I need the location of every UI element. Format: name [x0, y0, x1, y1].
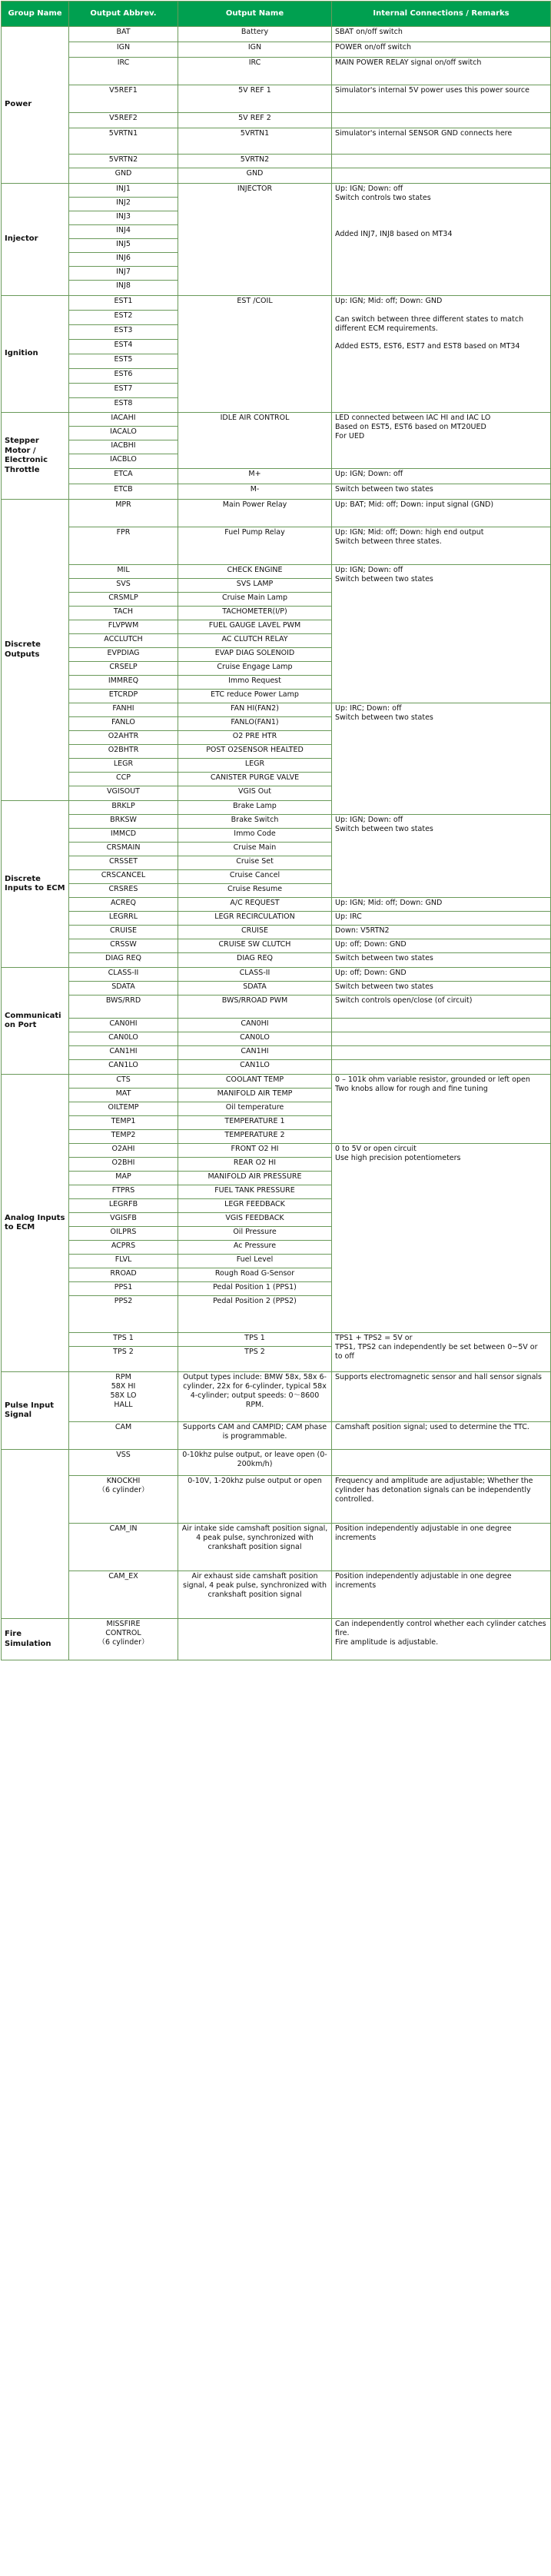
output-name-cell: Supports CAM and CAMPID; CAM phase is programmable. [178, 1422, 332, 1450]
output-abbrev-cell: INJ2 [69, 198, 178, 211]
output-abbrev-cell: LEGRRL [69, 912, 178, 926]
output-name-cell: IGN [178, 42, 332, 58]
output-abbrev-cell: V5REF1 [69, 85, 178, 113]
output-name-cell: FUEL TANK PRESSURE [178, 1185, 332, 1199]
group-name-cell: Discrete Outputs [2, 500, 69, 801]
table-row [2, 939, 551, 953]
remarks-cell: Simulator's internal SENSOR GND connects here [332, 128, 551, 155]
output-abbrev-cell: INJ5 [69, 239, 178, 253]
output-name-cell: FAN HI(FAN2) [178, 703, 332, 717]
table-row [2, 968, 551, 982]
output-name-cell: 5V REF 1 [178, 85, 332, 113]
output-name-cell: LEGR FEEDBACK [178, 1199, 332, 1213]
table-row [2, 27, 551, 42]
table-row [2, 1046, 551, 1060]
output-abbrev-cell: CAN1LO [69, 1060, 178, 1075]
output-name-cell: CRUISE SW CLUTCH [178, 939, 332, 953]
output-name-cell: CAN1HI [178, 1046, 332, 1060]
output-name-cell: AC CLUTCH RELAY [178, 634, 332, 648]
remarks-cell [332, 155, 551, 168]
output-abbrev-cell: INJ1 [69, 184, 178, 198]
remarks-cell: MAIN POWER RELAY signal on/off switch [332, 58, 551, 85]
remarks-cell: Up: IGN; Mid: off; Down: GND Can switch between three different states to match different ECM requirements. Added EST5, EST6, EST7 and EST8 based on MT34 [332, 296, 551, 413]
output-abbrev-cell: EST4 [69, 340, 178, 354]
output-name-cell: VGIS Out [178, 786, 332, 801]
group-name-cell: Discrete Inputs to ECM [2, 801, 69, 968]
table-row [2, 995, 551, 1019]
remarks-cell: SBAT on/off switch [332, 27, 551, 42]
table-row [2, 565, 551, 579]
output-name-cell: FANLO(FAN1) [178, 717, 332, 731]
output-abbrev-cell: V5REF2 [69, 113, 178, 128]
output-abbrev-cell: EST1 [69, 296, 178, 311]
remarks-cell: Up: off; Down: GND [332, 968, 551, 982]
output-name-cell: LEGR RECIRCULATION [178, 912, 332, 926]
output-abbrev-cell: CAM [69, 1422, 178, 1450]
output-name-cell: Immo Request [178, 676, 332, 690]
output-abbrev-cell: ETCA [69, 469, 178, 484]
output-name-cell: 5VRTN1 [178, 128, 332, 155]
table-row [2, 58, 551, 85]
output-abbrev-cell: INJ3 [69, 211, 178, 225]
col-header-remarks: Internal Connections / Remarks [332, 2, 551, 27]
table-row [2, 113, 551, 128]
output-name-cell: Rough Road G-Sensor [178, 1268, 332, 1282]
table-row [2, 1524, 551, 1571]
table-row [2, 1450, 551, 1476]
group-name-cell [2, 1450, 69, 1619]
header-row [2, 2, 551, 27]
table-row [2, 815, 551, 829]
table-row [2, 484, 551, 500]
output-name-cell: REAR O2 HI [178, 1158, 332, 1172]
output-abbrev-cell: CRSRES [69, 884, 178, 898]
output-name-cell: Brake Switch [178, 815, 332, 829]
output-name-cell: VGIS FEEDBACK [178, 1213, 332, 1227]
remarks-cell: LED connected between IAC HI and IAC LO Based on EST5, EST6 based on MT20UED For UED [332, 413, 551, 469]
output-name-cell: TACHOMETER(I/P) [178, 607, 332, 620]
group-name-cell: Injector [2, 184, 69, 296]
output-abbrev-cell: CRSSW [69, 939, 178, 953]
output-name-cell: Brake Lamp [178, 801, 332, 815]
output-abbrev-cell: CRSSET [69, 856, 178, 870]
output-abbrev-cell: EST2 [69, 311, 178, 325]
output-name-cell: 5V REF 2 [178, 113, 332, 128]
output-abbrev-cell: CLASS-II [69, 968, 178, 982]
output-name-cell: LEGR [178, 759, 332, 773]
output-abbrev-cell: IACBHI [69, 440, 178, 454]
output-abbrev-cell: MAP [69, 1172, 178, 1185]
output-name-cell: Cruise Main [178, 843, 332, 856]
remarks-cell: Down: V5RTN2 [332, 926, 551, 939]
output-abbrev-cell: RROAD [69, 1268, 178, 1282]
output-abbrev-cell: INJ4 [69, 225, 178, 239]
col-header-name: Output Name [178, 2, 332, 27]
output-name-cell: Oil temperature [178, 1102, 332, 1116]
table-row [2, 1619, 551, 1660]
output-abbrev-cell: MPR [69, 500, 178, 527]
table-row [2, 128, 551, 155]
output-abbrev-cell: CRSCANCEL [69, 870, 178, 884]
output-name-cell: M- [178, 484, 332, 500]
output-abbrev-cell: SDATA [69, 982, 178, 995]
output-abbrev-cell: EST5 [69, 354, 178, 369]
remarks-cell: Switch between two states [332, 953, 551, 968]
output-name-cell: SVS LAMP [178, 579, 332, 593]
output-abbrev-cell: O2BHTR [69, 745, 178, 759]
output-name-cell: DIAG REQ [178, 953, 332, 968]
remarks-cell: Up: off; Down: GND [332, 939, 551, 953]
remarks-cell: TPS1 + TPS2 = 5V or TPS1, TPS2 can independently be set between 0~5V or to off [332, 1333, 551, 1372]
remarks-cell: Frequency and amplitude are adjustable; Whether the cylinder has detonation signals can be independently controlled. [332, 1476, 551, 1524]
output-abbrev-cell: VSS [69, 1450, 178, 1476]
output-name-cell: TEMPERATURE 2 [178, 1130, 332, 1144]
output-abbrev-cell: ETCRDP [69, 690, 178, 703]
output-name-cell: BWS/RROAD PWM [178, 995, 332, 1019]
output-name-cell: Cruise Cancel [178, 870, 332, 884]
table-row [2, 912, 551, 926]
output-abbrev-cell: IACBLO [69, 454, 178, 469]
output-abbrev-cell: CAM_IN [69, 1524, 178, 1571]
output-abbrev-cell: EST6 [69, 369, 178, 384]
output-abbrev-cell: TACH [69, 607, 178, 620]
remarks-cell [332, 113, 551, 128]
remarks-cell: Simulator's internal 5V power uses this power source [332, 85, 551, 113]
output-name-cell: FUEL GAUGE LAVEL PWM [178, 620, 332, 634]
table-row [2, 527, 551, 565]
group-name-cell: Pulse Input Signal [2, 1372, 69, 1450]
output-abbrev-cell: IMMREQ [69, 676, 178, 690]
output-abbrev-cell: MIL [69, 565, 178, 579]
output-abbrev-cell: ACCLUTCH [69, 634, 178, 648]
output-abbrev-cell: RPM 58X HI 58X LO HALL [69, 1372, 178, 1422]
table-row [2, 168, 551, 184]
output-name-cell [178, 1619, 332, 1660]
table-row [2, 1075, 551, 1089]
table-row [2, 469, 551, 484]
remarks-cell [332, 1060, 551, 1075]
output-name-cell: CAN0HI [178, 1019, 332, 1032]
table-row [2, 898, 551, 912]
output-name-cell: MANIFOLD AIR PRESSURE [178, 1172, 332, 1185]
output-name-cell: ETC reduce Power Lamp [178, 690, 332, 703]
output-abbrev-cell: BRKSW [69, 815, 178, 829]
table-row [2, 42, 551, 58]
output-abbrev-cell: 5VRTN2 [69, 155, 178, 168]
output-name-cell: GND [178, 168, 332, 184]
output-abbrev-cell: BRKLP [69, 801, 178, 815]
group-name-cell: Analog Inputs to ECM [2, 1075, 69, 1372]
table-row [2, 1019, 551, 1032]
remarks-cell: Switch controls open/close (of circuit) [332, 995, 551, 1019]
table-row [2, 85, 551, 113]
output-name-cell: CLASS-II [178, 968, 332, 982]
remarks-cell: POWER on/off switch [332, 42, 551, 58]
output-abbrev-cell: EST7 [69, 384, 178, 398]
output-abbrev-cell: IACALO [69, 427, 178, 440]
output-abbrev-cell: CAM_EX [69, 1571, 178, 1619]
remarks-cell: Supports electromagnetic sensor and hall sensor signals [332, 1372, 551, 1422]
output-name-cell: Output types include: BMW 58x, 58x 6-cylinder, 22x for 6-cylinder, typical 58x 4-cylinder; output speeds: 0～8600 RPM. [178, 1372, 332, 1422]
remarks-cell: Camshaft position signal; used to determine the TTC. [332, 1422, 551, 1450]
remarks-cell: Up: IGN; Mid: off; Down: high end output Switch between three states. [332, 527, 551, 565]
col-header-group: Group Name [2, 2, 69, 27]
remarks-cell: 0 – 101k ohm variable resistor, grounded or left open Two knobs allow for rough and fine tuning [332, 1075, 551, 1144]
output-abbrev-cell: CRSELP [69, 662, 178, 676]
output-name-cell: FRONT O2 HI [178, 1144, 332, 1158]
table-row [2, 155, 551, 168]
output-abbrev-cell: FLVL [69, 1255, 178, 1268]
table-row [2, 703, 551, 717]
output-name-cell: EVAP DIAG SOLENOID [178, 648, 332, 662]
col-header-abbrev: Output Abbrev. [69, 2, 178, 27]
output-abbrev-cell: OILTEMP [69, 1102, 178, 1116]
output-name-cell: Battery [178, 27, 332, 42]
output-abbrev-cell: O2BHI [69, 1158, 178, 1172]
output-abbrev-cell: GND [69, 168, 178, 184]
output-abbrev-cell: INJ6 [69, 253, 178, 267]
output-name-cell: Pedal Position 1 (PPS1) [178, 1282, 332, 1296]
table-row [2, 1144, 551, 1158]
output-abbrev-cell: O2AHI [69, 1144, 178, 1158]
output-name-cell: TPS 2 [178, 1347, 332, 1372]
table-row [2, 1333, 551, 1347]
output-name-cell: Cruise Resume [178, 884, 332, 898]
output-abbrev-cell: ETCB [69, 484, 178, 500]
output-name-cell: CRUISE [178, 926, 332, 939]
table-row [2, 1571, 551, 1619]
output-name-cell: Main Power Relay [178, 500, 332, 527]
remarks-cell: Switch between two states [332, 484, 551, 500]
output-abbrev-cell: FLVPWM [69, 620, 178, 634]
remarks-cell [332, 1450, 551, 1476]
output-name-cell: Pedal Position 2 (PPS2) [178, 1296, 332, 1333]
remarks-cell [332, 168, 551, 184]
output-name-cell: 5VRTN2 [178, 155, 332, 168]
table-row [2, 500, 551, 527]
table-row [2, 982, 551, 995]
output-abbrev-cell: TPS 1 [69, 1333, 178, 1347]
output-abbrev-cell: FANHI [69, 703, 178, 717]
output-abbrev-cell: DIAG REQ [69, 953, 178, 968]
table-row [2, 413, 551, 427]
output-abbrev-cell: VGISOUT [69, 786, 178, 801]
output-name-cell: TEMPERATURE 1 [178, 1116, 332, 1130]
signal-table [1, 1, 551, 1660]
output-name-cell: Oil Pressure [178, 1227, 332, 1241]
output-name-cell: CAN0LO [178, 1032, 332, 1046]
output-name-cell: MANIFOLD AIR TEMP [178, 1089, 332, 1102]
table-row [2, 1372, 551, 1422]
output-abbrev-cell: CRSMAIN [69, 843, 178, 856]
remarks-cell: Up: IRC [332, 912, 551, 926]
output-name-cell: Fuel Level [178, 1255, 332, 1268]
output-abbrev-cell: 5VRTN1 [69, 128, 178, 155]
output-abbrev-cell: CTS [69, 1075, 178, 1089]
table-row [2, 1422, 551, 1450]
table-row [2, 1476, 551, 1524]
remarks-cell: Switch between two states [332, 982, 551, 995]
output-name-cell: EST /COIL [178, 296, 332, 413]
output-abbrev-cell: IRC [69, 58, 178, 85]
remarks-cell: Up: BAT; Mid: off; Down: input signal (GND) [332, 500, 551, 527]
output-abbrev-cell: FTPRS [69, 1185, 178, 1199]
remarks-cell: Can independently control whether each cylinder catches fire. Fire amplitude is adjustable. [332, 1619, 551, 1660]
output-abbrev-cell: INJ7 [69, 267, 178, 281]
output-name-cell: M+ [178, 469, 332, 484]
remarks-cell: Up: IRC; Down: off Switch between two states [332, 703, 551, 815]
output-abbrev-cell: ACPRS [69, 1241, 178, 1255]
output-abbrev-cell: TEMP2 [69, 1130, 178, 1144]
output-abbrev-cell: CAN0LO [69, 1032, 178, 1046]
output-abbrev-cell: LEGRFB [69, 1199, 178, 1213]
output-name-cell: POST O2SENSOR HEALTED [178, 745, 332, 759]
output-abbrev-cell: OILPRS [69, 1227, 178, 1241]
output-abbrev-cell: VGISFB [69, 1213, 178, 1227]
table-row [2, 184, 551, 198]
output-name-cell: COOLANT TEMP [178, 1075, 332, 1089]
output-name-cell: CAN1LO [178, 1060, 332, 1075]
output-name-cell: Immo Code [178, 829, 332, 843]
output-abbrev-cell: MAT [69, 1089, 178, 1102]
output-abbrev-cell: IGN [69, 42, 178, 58]
remarks-cell: Position independently adjustable in one degree increments [332, 1571, 551, 1619]
remarks-cell: Position independently adjustable in one degree increments [332, 1524, 551, 1571]
output-name-cell: IRC [178, 58, 332, 85]
table-row [2, 953, 551, 968]
table-body [2, 27, 551, 1660]
remarks-cell [332, 1019, 551, 1032]
output-abbrev-cell: EST3 [69, 325, 178, 340]
output-name-cell: 0-10khz pulse output, or leave open (0-200km/h) [178, 1450, 332, 1476]
output-abbrev-cell: IACAHI [69, 413, 178, 427]
output-abbrev-cell: BWS/RRD [69, 995, 178, 1019]
output-abbrev-cell: LEGR [69, 759, 178, 773]
table-row [2, 926, 551, 939]
group-name-cell: Power [2, 27, 69, 184]
output-name-cell: 0-10V, 1-20khz pulse output or open [178, 1476, 332, 1524]
group-name-cell: Stepper Motor / Electronic Throttle [2, 413, 69, 500]
remarks-cell [332, 1046, 551, 1060]
output-abbrev-cell: CAN0HI [69, 1019, 178, 1032]
output-name-cell: O2 PRE HTR [178, 731, 332, 745]
output-name-cell: Air exhaust side camshaft position signal, 4 peak pulse, synchronized with crankshaft position signal [178, 1571, 332, 1619]
output-abbrev-cell: PPS2 [69, 1296, 178, 1333]
output-abbrev-cell: FPR [69, 527, 178, 565]
remarks-cell: Up: IGN; Down: off Switch between two states [332, 565, 551, 703]
table-row [2, 1060, 551, 1075]
group-name-cell: Ignition [2, 296, 69, 413]
output-name-cell: Cruise Set [178, 856, 332, 870]
output-abbrev-cell: CCP [69, 773, 178, 786]
output-abbrev-cell: MISSFIRE CONTROL （6 cylinder） [69, 1619, 178, 1660]
output-name-cell: Fuel Pump Relay [178, 527, 332, 565]
output-abbrev-cell: CAN1HI [69, 1046, 178, 1060]
remarks-cell: Up: IGN; Down: off [332, 469, 551, 484]
output-abbrev-cell: INJ8 [69, 281, 178, 296]
output-name-cell: IDLE AIR CONTROL [178, 413, 332, 469]
remarks-cell [332, 1032, 551, 1046]
output-name-cell: A/C REQUEST [178, 898, 332, 912]
output-abbrev-cell: SVS [69, 579, 178, 593]
remarks-cell: Up: IGN; Down: off Switch between two states [332, 815, 551, 898]
table-row [2, 1032, 551, 1046]
output-abbrev-cell: BAT [69, 27, 178, 42]
remarks-cell: Up: IGN; Down: off Switch controls two states Added INJ7, INJ8 based on MT34 [332, 184, 551, 296]
group-name-cell: Communication Port [2, 968, 69, 1075]
output-abbrev-cell: EVPDIAG [69, 648, 178, 662]
output-abbrev-cell: CRUISE [69, 926, 178, 939]
output-abbrev-cell: EST8 [69, 398, 178, 413]
output-abbrev-cell: TEMP1 [69, 1116, 178, 1130]
table-row [2, 296, 551, 311]
output-name-cell: INJECTOR [178, 184, 332, 296]
output-abbrev-cell: CRSMLP [69, 593, 178, 607]
output-name-cell: Air intake side camshaft position signal, 4 peak pulse, synchronized with crankshaft position signal [178, 1524, 332, 1571]
output-abbrev-cell: TPS 2 [69, 1347, 178, 1372]
output-name-cell: Ac Pressure [178, 1241, 332, 1255]
output-abbrev-cell: ACREQ [69, 898, 178, 912]
output-abbrev-cell: IMMCD [69, 829, 178, 843]
output-name-cell: CANISTER PURGE VALVE [178, 773, 332, 786]
output-abbrev-cell: KNOCKHI （6 cylinder） [69, 1476, 178, 1524]
remarks-cell: Up: IGN; Mid: off; Down: GND [332, 898, 551, 912]
group-name-cell: Fire Simulation [2, 1619, 69, 1660]
output-name-cell: SDATA [178, 982, 332, 995]
output-abbrev-cell: O2AHTR [69, 731, 178, 745]
output-abbrev-cell: FANLO [69, 717, 178, 731]
output-name-cell: CHECK ENGINE [178, 565, 332, 579]
output-name-cell: Cruise Main Lamp [178, 593, 332, 607]
output-abbrev-cell: PPS1 [69, 1282, 178, 1296]
output-name-cell: TPS 1 [178, 1333, 332, 1347]
remarks-cell: 0 to 5V or open circuit Use high precision potentiometers [332, 1144, 551, 1333]
output-name-cell: Cruise Engage Lamp [178, 662, 332, 676]
